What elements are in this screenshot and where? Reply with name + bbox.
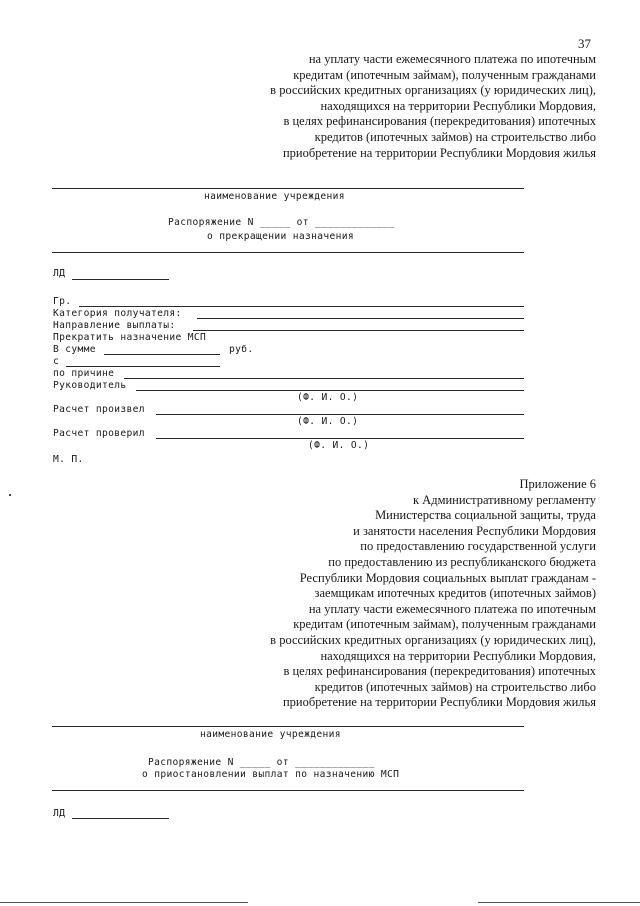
- appendix-line: кредитам (ипотечным займам), полученным гражданами: [293, 617, 596, 632]
- appendix-line: Республики Мордовия социальных выплат гражданам -: [299, 570, 596, 585]
- appendix-line: Министерства социальной защиты, труда: [375, 508, 596, 523]
- reason-label: по причине: [53, 368, 115, 379]
- appendix-line: и занятости населения Республики Мордовия: [353, 523, 596, 538]
- scan-speck: [9, 494, 11, 496]
- appendix-line: по предоставлению государственной услуги: [360, 539, 596, 554]
- appendix-line: приобретение на территории Республики Мордовия жилья: [282, 695, 596, 710]
- payment-direction-field[interactable]: [193, 330, 524, 331]
- bottom-edge-line: [0, 902, 248, 903]
- appendix-line: в российских кредитных организациях (у юридических лиц),: [270, 632, 596, 647]
- from-date-field[interactable]: [66, 366, 220, 367]
- appendix-line: находящихся на территории Республики Мордовия,: [320, 648, 596, 663]
- citizen-label: Гр.: [53, 296, 72, 307]
- appendix-line: по предоставлению из республиканского бюджета: [328, 554, 596, 569]
- institution-caption: наименование учреждения: [200, 729, 341, 740]
- ld-label: ЛД: [53, 268, 66, 279]
- ld-label: ЛД: [53, 808, 66, 819]
- head-label: Руководитель: [53, 380, 127, 391]
- recipient-category-field[interactable]: [197, 318, 524, 319]
- header-continuation: [270, 52, 596, 161]
- ld-field[interactable]: [72, 818, 169, 819]
- reason-field[interactable]: [124, 378, 524, 379]
- appendix-line: заемщикам ипотечных кредитов (ипотечных займов): [314, 586, 596, 601]
- calc-checked-field[interactable]: [156, 438, 524, 439]
- appendix-line: кредитов (ипотечных займов) на строительство либо: [314, 679, 596, 694]
- sum-unit: руб.: [229, 344, 254, 355]
- order-title: Распоряжение N _____ от _____________: [168, 217, 395, 228]
- ld-field[interactable]: [72, 279, 169, 280]
- header-line: кредитов (ипотечных займов) на строительство либо: [314, 129, 596, 144]
- bottom-edge-line: [478, 902, 640, 903]
- fio-caption: (Ф. И. О.): [297, 392, 359, 403]
- order-subject: о прекращении назначения: [207, 231, 355, 242]
- recipient-category-label: Категория получателя:: [53, 308, 182, 319]
- appendix-title: Приложение 6: [519, 477, 596, 491]
- separator-line: [52, 252, 524, 253]
- institution-line: [52, 188, 524, 189]
- header-line: в целях рефинансирования (перекредитования) ипотечных: [283, 114, 596, 129]
- order-subject: о приостановлении выплат по назначению МСП: [142, 769, 400, 780]
- separator-line: [52, 790, 524, 791]
- order-title: Распоряжение N _____ от _____________: [148, 757, 375, 768]
- appendix-line: на уплату части ежемесячного платежа по ипотечным: [308, 601, 596, 616]
- appendix-line: к Административному регламенту: [412, 492, 596, 507]
- stamp-label: М. П.: [53, 454, 84, 465]
- fio-caption: (Ф. И. О.): [297, 416, 359, 427]
- header-line: в российских кредитных организациях (у юридических лиц),: [270, 83, 596, 98]
- calc-made-field[interactable]: [156, 414, 524, 415]
- calc-made-label: Расчет произвел: [53, 404, 145, 415]
- header-line: находящихся на территории Республики Мордовия,: [320, 98, 596, 113]
- citizen-field[interactable]: [79, 306, 524, 307]
- institution-caption: наименование учреждения: [204, 191, 345, 202]
- appendix-header: [270, 477, 596, 711]
- header-line: приобретение на территории Республики Мордовия жилья: [282, 145, 596, 160]
- head-signature-field[interactable]: [136, 390, 524, 391]
- stop-msp-label: Прекратить назначение МСП: [53, 332, 207, 343]
- institution-line: [52, 726, 524, 727]
- payment-direction-label: Направление выплаты:: [53, 320, 176, 331]
- from-label: с: [53, 356, 60, 367]
- header-line: кредитам (ипотечным займам), полученным гражданами: [293, 67, 596, 82]
- fio-caption: (Ф. И. О.): [308, 440, 370, 451]
- calc-checked-label: Расчет проверил: [53, 428, 145, 439]
- sum-label: В сумме: [53, 344, 96, 355]
- sum-field[interactable]: [104, 354, 220, 355]
- header-line: на уплату части ежемесячного платежа по ипотечным: [308, 52, 596, 66]
- page-number: 37: [578, 36, 591, 51]
- appendix-line: в целях рефинансирования (перекредитования) ипотечных: [283, 664, 596, 679]
